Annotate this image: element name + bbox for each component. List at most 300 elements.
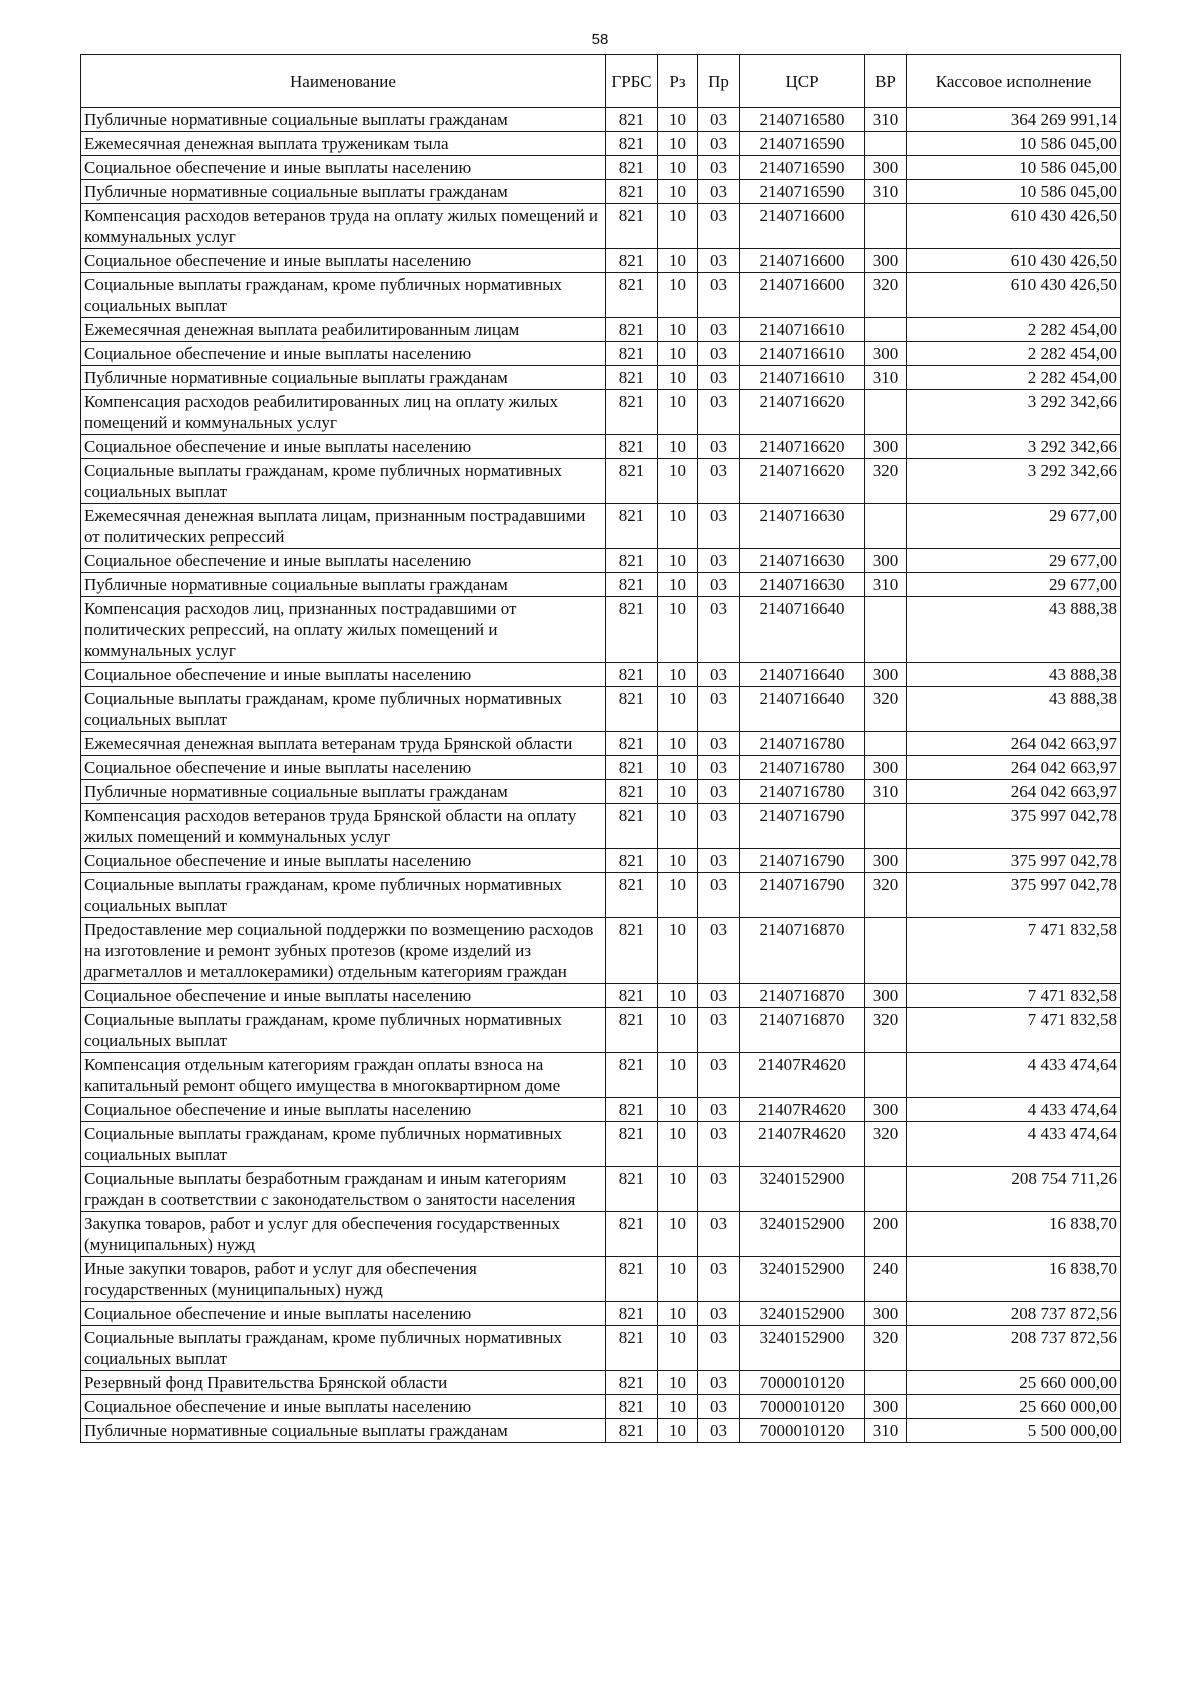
cell-name: Ежемесячная денежная выплата труженикам тыла	[81, 132, 606, 156]
table-row	[81, 180, 1121, 204]
cell-csr: 2140716600	[740, 273, 865, 318]
cell-amount: 3 292 342,66	[907, 459, 1121, 504]
table-row	[81, 1302, 1121, 1326]
cell-name: Социальное обеспечение и иные выплаты населению	[81, 1395, 606, 1419]
cell-grbs: 821	[606, 180, 658, 204]
cell-rz: 10	[658, 180, 698, 204]
cell-grbs: 821	[606, 597, 658, 663]
cell-csr: 2140716600	[740, 249, 865, 273]
table-row	[81, 1257, 1121, 1302]
cell-csr: 2140716590	[740, 156, 865, 180]
cell-rz: 10	[658, 573, 698, 597]
cell-pr: 03	[698, 204, 740, 249]
cell-name: Социальные выплаты гражданам, кроме публичных нормативных социальных выплат	[81, 1122, 606, 1167]
cell-amount: 2 282 454,00	[907, 342, 1121, 366]
cell-rz: 10	[658, 1302, 698, 1326]
cell-rz: 10	[658, 1098, 698, 1122]
cell-amount: 7 471 832,58	[907, 918, 1121, 984]
table-row	[81, 663, 1121, 687]
cell-csr: 2140716640	[740, 687, 865, 732]
column-header-name: Наименование	[81, 55, 606, 108]
cell-rz: 10	[658, 318, 698, 342]
cell-csr: 3240152900	[740, 1326, 865, 1371]
cell-name: Публичные нормативные социальные выплаты гражданам	[81, 180, 606, 204]
cell-vr: 320	[865, 273, 907, 318]
column-header-amount: Кассовое исполнение	[907, 55, 1121, 108]
cell-vr: 300	[865, 984, 907, 1008]
cell-amount: 610 430 426,50	[907, 204, 1121, 249]
cell-pr: 03	[698, 1302, 740, 1326]
cell-name: Резервный фонд Правительства Брянской области	[81, 1371, 606, 1395]
table-row	[81, 459, 1121, 504]
cell-grbs: 821	[606, 1395, 658, 1419]
cell-amount: 7 471 832,58	[907, 984, 1121, 1008]
cell-csr: 2140716630	[740, 504, 865, 549]
cell-csr: 2140716620	[740, 390, 865, 435]
cell-vr: 320	[865, 687, 907, 732]
cell-rz: 10	[658, 273, 698, 318]
cell-csr: 2140716780	[740, 756, 865, 780]
cell-name: Закупка товаров, работ и услуг для обеспечения государственных (муниципальных) нужд	[81, 1212, 606, 1257]
cell-name: Публичные нормативные социальные выплаты гражданам	[81, 573, 606, 597]
cell-rz: 10	[658, 156, 698, 180]
cell-pr: 03	[698, 1212, 740, 1257]
cell-name: Публичные нормативные социальные выплаты гражданам	[81, 1419, 606, 1443]
cell-grbs: 821	[606, 1419, 658, 1443]
cell-csr: 21407R4620	[740, 1098, 865, 1122]
cell-vr: 320	[865, 1008, 907, 1053]
cell-csr: 3240152900	[740, 1257, 865, 1302]
table-row	[81, 1122, 1121, 1167]
cell-grbs: 821	[606, 1098, 658, 1122]
cell-amount: 5 500 000,00	[907, 1419, 1121, 1443]
cell-grbs: 821	[606, 663, 658, 687]
cell-rz: 10	[658, 1257, 698, 1302]
cell-name: Социальное обеспечение и иные выплаты населению	[81, 435, 606, 459]
cell-name: Предоставление мер социальной поддержки по возмещению расходов на изготовление и ремонт зубных протезов (кроме изделий из драгметаллов и металлокерамики) отдельным категориям граждан	[81, 918, 606, 984]
cell-amount: 375 997 042,78	[907, 873, 1121, 918]
cell-rz: 10	[658, 732, 698, 756]
cell-csr: 2140716870	[740, 1008, 865, 1053]
cell-vr: 300	[865, 663, 907, 687]
table-row	[81, 597, 1121, 663]
cell-amount: 43 888,38	[907, 687, 1121, 732]
table-row	[81, 849, 1121, 873]
cell-rz: 10	[658, 249, 698, 273]
cell-rz: 10	[658, 1395, 698, 1419]
cell-amount: 364 269 991,14	[907, 108, 1121, 132]
cell-vr: 200	[865, 1212, 907, 1257]
cell-rz: 10	[658, 108, 698, 132]
table-row	[81, 1008, 1121, 1053]
page-number: 58	[591, 31, 609, 48]
cell-pr: 03	[698, 873, 740, 918]
cell-csr: 7000010120	[740, 1419, 865, 1443]
cell-name: Социальные выплаты гражданам, кроме публичных нормативных социальных выплат	[81, 459, 606, 504]
cell-grbs: 821	[606, 780, 658, 804]
cell-rz: 10	[658, 132, 698, 156]
cell-grbs: 821	[606, 273, 658, 318]
table-row	[81, 366, 1121, 390]
cell-name: Компенсация отдельным категориям граждан оплаты взноса на капитальный ремонт общего имущества в многоквартирном доме	[81, 1053, 606, 1098]
cell-csr: 3240152900	[740, 1167, 865, 1212]
cell-pr: 03	[698, 756, 740, 780]
cell-rz: 10	[658, 342, 698, 366]
cell-amount: 208 737 872,56	[907, 1326, 1121, 1371]
cell-rz: 10	[658, 435, 698, 459]
cell-grbs: 821	[606, 156, 658, 180]
cell-csr: 2140716780	[740, 780, 865, 804]
cell-grbs: 821	[606, 342, 658, 366]
table-row	[81, 1395, 1121, 1419]
cell-csr: 2140716870	[740, 918, 865, 984]
cell-vr	[865, 390, 907, 435]
cell-name: Социальные выплаты гражданам, кроме публичных нормативных социальных выплат	[81, 1008, 606, 1053]
cell-pr: 03	[698, 132, 740, 156]
cell-grbs: 821	[606, 318, 658, 342]
cell-amount: 10 586 045,00	[907, 132, 1121, 156]
cell-vr: 310	[865, 780, 907, 804]
cell-amount: 25 660 000,00	[907, 1371, 1121, 1395]
cell-name: Ежемесячная денежная выплата реабилитированным лицам	[81, 318, 606, 342]
cell-vr: 320	[865, 873, 907, 918]
cell-amount: 264 042 663,97	[907, 732, 1121, 756]
cell-grbs: 821	[606, 504, 658, 549]
cell-name: Социальное обеспечение и иные выплаты населению	[81, 663, 606, 687]
cell-pr: 03	[698, 366, 740, 390]
cell-pr: 03	[698, 549, 740, 573]
cell-vr	[865, 1053, 907, 1098]
cell-vr: 310	[865, 366, 907, 390]
cell-amount: 7 471 832,58	[907, 1008, 1121, 1053]
cell-pr: 03	[698, 273, 740, 318]
cell-rz: 10	[658, 1122, 698, 1167]
cell-rz: 10	[658, 663, 698, 687]
cell-pr: 03	[698, 1371, 740, 1395]
cell-amount: 4 433 474,64	[907, 1053, 1121, 1098]
cell-rz: 10	[658, 504, 698, 549]
cell-pr: 03	[698, 1326, 740, 1371]
cell-pr: 03	[698, 1395, 740, 1419]
cell-vr: 240	[865, 1257, 907, 1302]
table-body	[81, 108, 1121, 1443]
cell-pr: 03	[698, 318, 740, 342]
cell-pr: 03	[698, 849, 740, 873]
cell-name: Социальные выплаты безработным гражданам и иным категориям граждан в соответствии с законодательством о занятости населения	[81, 1167, 606, 1212]
cell-rz: 10	[658, 459, 698, 504]
cell-vr: 310	[865, 1419, 907, 1443]
cell-csr: 2140716630	[740, 573, 865, 597]
cell-csr: 2140716620	[740, 459, 865, 504]
cell-grbs: 821	[606, 132, 658, 156]
table-row	[81, 573, 1121, 597]
cell-pr: 03	[698, 435, 740, 459]
table-row	[81, 984, 1121, 1008]
cell-grbs: 821	[606, 1008, 658, 1053]
cell-grbs: 821	[606, 366, 658, 390]
cell-grbs: 821	[606, 849, 658, 873]
cell-csr: 2140716640	[740, 663, 865, 687]
cell-amount: 2 282 454,00	[907, 318, 1121, 342]
cell-csr: 21407R4620	[740, 1053, 865, 1098]
cell-grbs: 821	[606, 732, 658, 756]
cell-amount: 4 433 474,64	[907, 1098, 1121, 1122]
table-row	[81, 804, 1121, 849]
cell-csr: 3240152900	[740, 1212, 865, 1257]
table-row	[81, 780, 1121, 804]
cell-rz: 10	[658, 984, 698, 1008]
table-row	[81, 1326, 1121, 1371]
cell-amount: 208 754 711,26	[907, 1167, 1121, 1212]
cell-vr: 300	[865, 549, 907, 573]
table-row	[81, 687, 1121, 732]
cell-rz: 10	[658, 918, 698, 984]
cell-name: Социальные выплаты гражданам, кроме публичных нормативных социальных выплат	[81, 1326, 606, 1371]
table-row	[81, 1098, 1121, 1122]
cell-rz: 10	[658, 1371, 698, 1395]
cell-rz: 10	[658, 780, 698, 804]
cell-name: Социальное обеспечение и иные выплаты населению	[81, 984, 606, 1008]
budget-table	[80, 54, 1121, 1443]
cell-name: Социальное обеспечение и иные выплаты населению	[81, 756, 606, 780]
cell-vr	[865, 597, 907, 663]
cell-csr: 2140716590	[740, 132, 865, 156]
cell-grbs: 821	[606, 249, 658, 273]
cell-grbs: 821	[606, 756, 658, 780]
cell-amount: 208 737 872,56	[907, 1302, 1121, 1326]
cell-amount: 264 042 663,97	[907, 756, 1121, 780]
cell-name: Социальное обеспечение и иные выплаты населению	[81, 249, 606, 273]
table-row	[81, 318, 1121, 342]
cell-pr: 03	[698, 1008, 740, 1053]
column-header-grbs: ГРБС	[606, 55, 658, 108]
cell-csr: 2140716780	[740, 732, 865, 756]
cell-csr: 2140716630	[740, 549, 865, 573]
table-row	[81, 1371, 1121, 1395]
cell-grbs: 821	[606, 435, 658, 459]
cell-csr: 2140716640	[740, 597, 865, 663]
cell-csr: 2140716610	[740, 366, 865, 390]
table-row	[81, 1212, 1121, 1257]
cell-grbs: 821	[606, 687, 658, 732]
cell-rz: 10	[658, 204, 698, 249]
table-row	[81, 732, 1121, 756]
table-row	[81, 108, 1121, 132]
cell-grbs: 821	[606, 549, 658, 573]
cell-name: Социальное обеспечение и иные выплаты населению	[81, 342, 606, 366]
cell-csr: 2140716600	[740, 204, 865, 249]
cell-csr: 2140716790	[740, 873, 865, 918]
cell-rz: 10	[658, 1326, 698, 1371]
cell-pr: 03	[698, 390, 740, 435]
cell-amount: 3 292 342,66	[907, 390, 1121, 435]
cell-vr: 300	[865, 342, 907, 366]
cell-name: Социальное обеспечение и иные выплаты населению	[81, 849, 606, 873]
column-header-vr: ВР	[865, 55, 907, 108]
cell-pr: 03	[698, 984, 740, 1008]
cell-grbs: 821	[606, 390, 658, 435]
table-row	[81, 204, 1121, 249]
cell-name: Ежемесячная денежная выплата лицам, признанным пострадавшими от политических репрессий	[81, 504, 606, 549]
cell-vr	[865, 318, 907, 342]
table-row	[81, 873, 1121, 918]
cell-pr: 03	[698, 1053, 740, 1098]
cell-pr: 03	[698, 1419, 740, 1443]
cell-rz: 10	[658, 549, 698, 573]
cell-csr: 2140716790	[740, 849, 865, 873]
cell-grbs: 821	[606, 918, 658, 984]
cell-pr: 03	[698, 573, 740, 597]
cell-vr: 300	[865, 435, 907, 459]
cell-vr: 310	[865, 180, 907, 204]
cell-vr: 310	[865, 108, 907, 132]
cell-name: Публичные нормативные социальные выплаты гражданам	[81, 108, 606, 132]
table-row	[81, 1053, 1121, 1098]
table-row	[81, 156, 1121, 180]
cell-amount: 43 888,38	[907, 597, 1121, 663]
cell-pr: 03	[698, 597, 740, 663]
cell-vr: 320	[865, 459, 907, 504]
cell-grbs: 821	[606, 573, 658, 597]
cell-csr: 2140716590	[740, 180, 865, 204]
cell-csr: 2140716870	[740, 984, 865, 1008]
cell-name: Компенсация расходов реабилитированных лиц на оплату жилых помещений и коммунальных услуг	[81, 390, 606, 435]
table-header-row	[81, 55, 1121, 108]
cell-rz: 10	[658, 687, 698, 732]
cell-amount: 16 838,70	[907, 1257, 1121, 1302]
cell-pr: 03	[698, 1257, 740, 1302]
table-row	[81, 1167, 1121, 1212]
table-row	[81, 390, 1121, 435]
cell-vr: 310	[865, 573, 907, 597]
cell-vr	[865, 504, 907, 549]
cell-name: Компенсация расходов ветеранов труда Брянской области на оплату жилых помещений и коммунальных услуг	[81, 804, 606, 849]
cell-rz: 10	[658, 804, 698, 849]
cell-name: Компенсация расходов ветеранов труда на оплату жилых помещений и коммунальных услуг	[81, 204, 606, 249]
column-header-pr: Пр	[698, 55, 740, 108]
cell-vr	[865, 1371, 907, 1395]
cell-vr	[865, 804, 907, 849]
cell-csr: 2140716610	[740, 318, 865, 342]
cell-amount: 10 586 045,00	[907, 180, 1121, 204]
cell-grbs: 821	[606, 1167, 658, 1212]
cell-pr: 03	[698, 1122, 740, 1167]
cell-name: Социальное обеспечение и иные выплаты населению	[81, 549, 606, 573]
cell-pr: 03	[698, 459, 740, 504]
column-header-csr: ЦСР	[740, 55, 865, 108]
cell-name: Социальное обеспечение и иные выплаты населению	[81, 1302, 606, 1326]
cell-amount: 610 430 426,50	[907, 249, 1121, 273]
cell-grbs: 821	[606, 1122, 658, 1167]
cell-amount: 610 430 426,50	[907, 273, 1121, 318]
cell-name: Социальные выплаты гражданам, кроме публичных нормативных социальных выплат	[81, 273, 606, 318]
cell-amount: 25 660 000,00	[907, 1395, 1121, 1419]
cell-name: Иные закупки товаров, работ и услуг для обеспечения государственных (муниципальных) нужд	[81, 1257, 606, 1302]
cell-name: Социальное обеспечение и иные выплаты населению	[81, 1098, 606, 1122]
cell-rz: 10	[658, 756, 698, 780]
cell-vr: 300	[865, 249, 907, 273]
cell-grbs: 821	[606, 1212, 658, 1257]
cell-rz: 10	[658, 1167, 698, 1212]
cell-vr: 300	[865, 756, 907, 780]
cell-name: Социальные выплаты гражданам, кроме публичных нормативных социальных выплат	[81, 687, 606, 732]
cell-pr: 03	[698, 249, 740, 273]
cell-grbs: 821	[606, 804, 658, 849]
table-row	[81, 549, 1121, 573]
cell-rz: 10	[658, 1212, 698, 1257]
cell-amount: 29 677,00	[907, 504, 1121, 549]
table-row	[81, 132, 1121, 156]
table-row	[81, 342, 1121, 366]
table-row	[81, 435, 1121, 459]
table-row	[81, 249, 1121, 273]
cell-rz: 10	[658, 1419, 698, 1443]
cell-vr: 300	[865, 1395, 907, 1419]
cell-name: Социальное обеспечение и иные выплаты населению	[81, 156, 606, 180]
cell-vr	[865, 732, 907, 756]
cell-pr: 03	[698, 180, 740, 204]
cell-name: Публичные нормативные социальные выплаты гражданам	[81, 366, 606, 390]
cell-vr: 300	[865, 1098, 907, 1122]
cell-grbs: 821	[606, 204, 658, 249]
cell-vr	[865, 204, 907, 249]
cell-grbs: 821	[606, 1371, 658, 1395]
cell-pr: 03	[698, 663, 740, 687]
cell-amount: 16 838,70	[907, 1212, 1121, 1257]
cell-grbs: 821	[606, 1302, 658, 1326]
cell-vr	[865, 1167, 907, 1212]
table-row	[81, 273, 1121, 318]
cell-grbs: 821	[606, 1257, 658, 1302]
cell-name: Компенсация расходов лиц, признанных пострадавшими от политических репрессий, на оплату жилых помещений и коммунальных услуг	[81, 597, 606, 663]
cell-pr: 03	[698, 1167, 740, 1212]
cell-csr: 2140716620	[740, 435, 865, 459]
cell-amount: 375 997 042,78	[907, 849, 1121, 873]
cell-amount: 29 677,00	[907, 549, 1121, 573]
cell-rz: 10	[658, 1053, 698, 1098]
cell-csr: 2140716610	[740, 342, 865, 366]
cell-name: Ежемесячная денежная выплата ветеранам труда Брянской области	[81, 732, 606, 756]
cell-grbs: 821	[606, 873, 658, 918]
cell-csr: 21407R4620	[740, 1122, 865, 1167]
cell-amount: 29 677,00	[907, 573, 1121, 597]
cell-pr: 03	[698, 342, 740, 366]
cell-csr: 3240152900	[740, 1302, 865, 1326]
cell-vr: 320	[865, 1122, 907, 1167]
cell-amount: 2 282 454,00	[907, 366, 1121, 390]
cell-pr: 03	[698, 732, 740, 756]
cell-grbs: 821	[606, 459, 658, 504]
cell-rz: 10	[658, 873, 698, 918]
cell-pr: 03	[698, 687, 740, 732]
cell-vr	[865, 132, 907, 156]
cell-pr: 03	[698, 1098, 740, 1122]
cell-amount: 375 997 042,78	[907, 804, 1121, 849]
cell-rz: 10	[658, 1008, 698, 1053]
table-row	[81, 918, 1121, 984]
table-row	[81, 756, 1121, 780]
cell-amount: 10 586 045,00	[907, 156, 1121, 180]
cell-amount: 4 433 474,64	[907, 1122, 1121, 1167]
cell-pr: 03	[698, 780, 740, 804]
cell-vr: 300	[865, 849, 907, 873]
cell-vr	[865, 918, 907, 984]
cell-rz: 10	[658, 366, 698, 390]
cell-grbs: 821	[606, 108, 658, 132]
cell-grbs: 821	[606, 1053, 658, 1098]
cell-csr: 2140716580	[740, 108, 865, 132]
cell-amount: 3 292 342,66	[907, 435, 1121, 459]
